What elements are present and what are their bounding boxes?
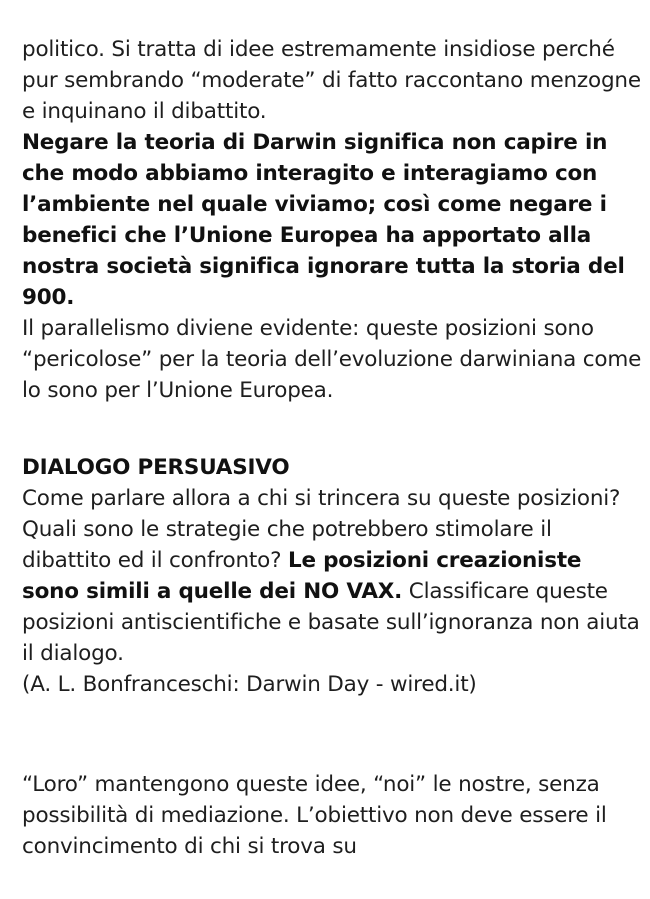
text-block-2 [22, 452, 642, 700]
paragraph-intro: politico. Si tratta di idee estremamente insidiose perché pur sembrando “moderate” di fatto raccontano menzogne e inquinano il dibattito. [22, 37, 641, 124]
citation: (A. L. Bonfranceschi: Darwin Day - wired.it) [22, 672, 477, 697]
paragraph-dialogue-text: Come parlare allora a chi si trincera su queste posizioni? Quali sono le strategie che potrebbero stimolare il dibattito ed il confronto? [22, 486, 621, 573]
paragraph-dialogue-text-2: Classificare queste posizioni antiscientifiche e basate sull’ignoranza non aiuta il dialogo. [22, 579, 640, 666]
paragraph-dialogue [22, 483, 642, 669]
section-heading: DIALOGO PERSUASIVO [22, 455, 290, 480]
paragraph-bold-darwin: Negare la teoria di Darwin significa non capire in che modo abbiamo interagito e interagiamo con l’ambiente nel quale viviamo; così come negare i benefici che l’Unione Europea ha apportato alla nostra società significa ignorare tutta la storia del 900. [22, 130, 625, 310]
text-block-3 [22, 769, 642, 862]
paragraph-dialogue-bold: Le posizioni creazioniste sono simili a quelle dei NO VAX. [22, 548, 582, 604]
paragraph-parallelism: Il parallelismo diviene evidente: queste posizioni sono “pericolose” per la teoria dell’evoluzione darwiniana come lo sono per l’Unione Europea. [22, 316, 642, 403]
paragraph-closing: “Loro” mantengono queste idee, “noi” le nostre, senza possibilità di mediazione. L’obiettivo non deve essere il convincimento di chi si trova su [22, 772, 607, 859]
text-block-1 [22, 34, 642, 406]
